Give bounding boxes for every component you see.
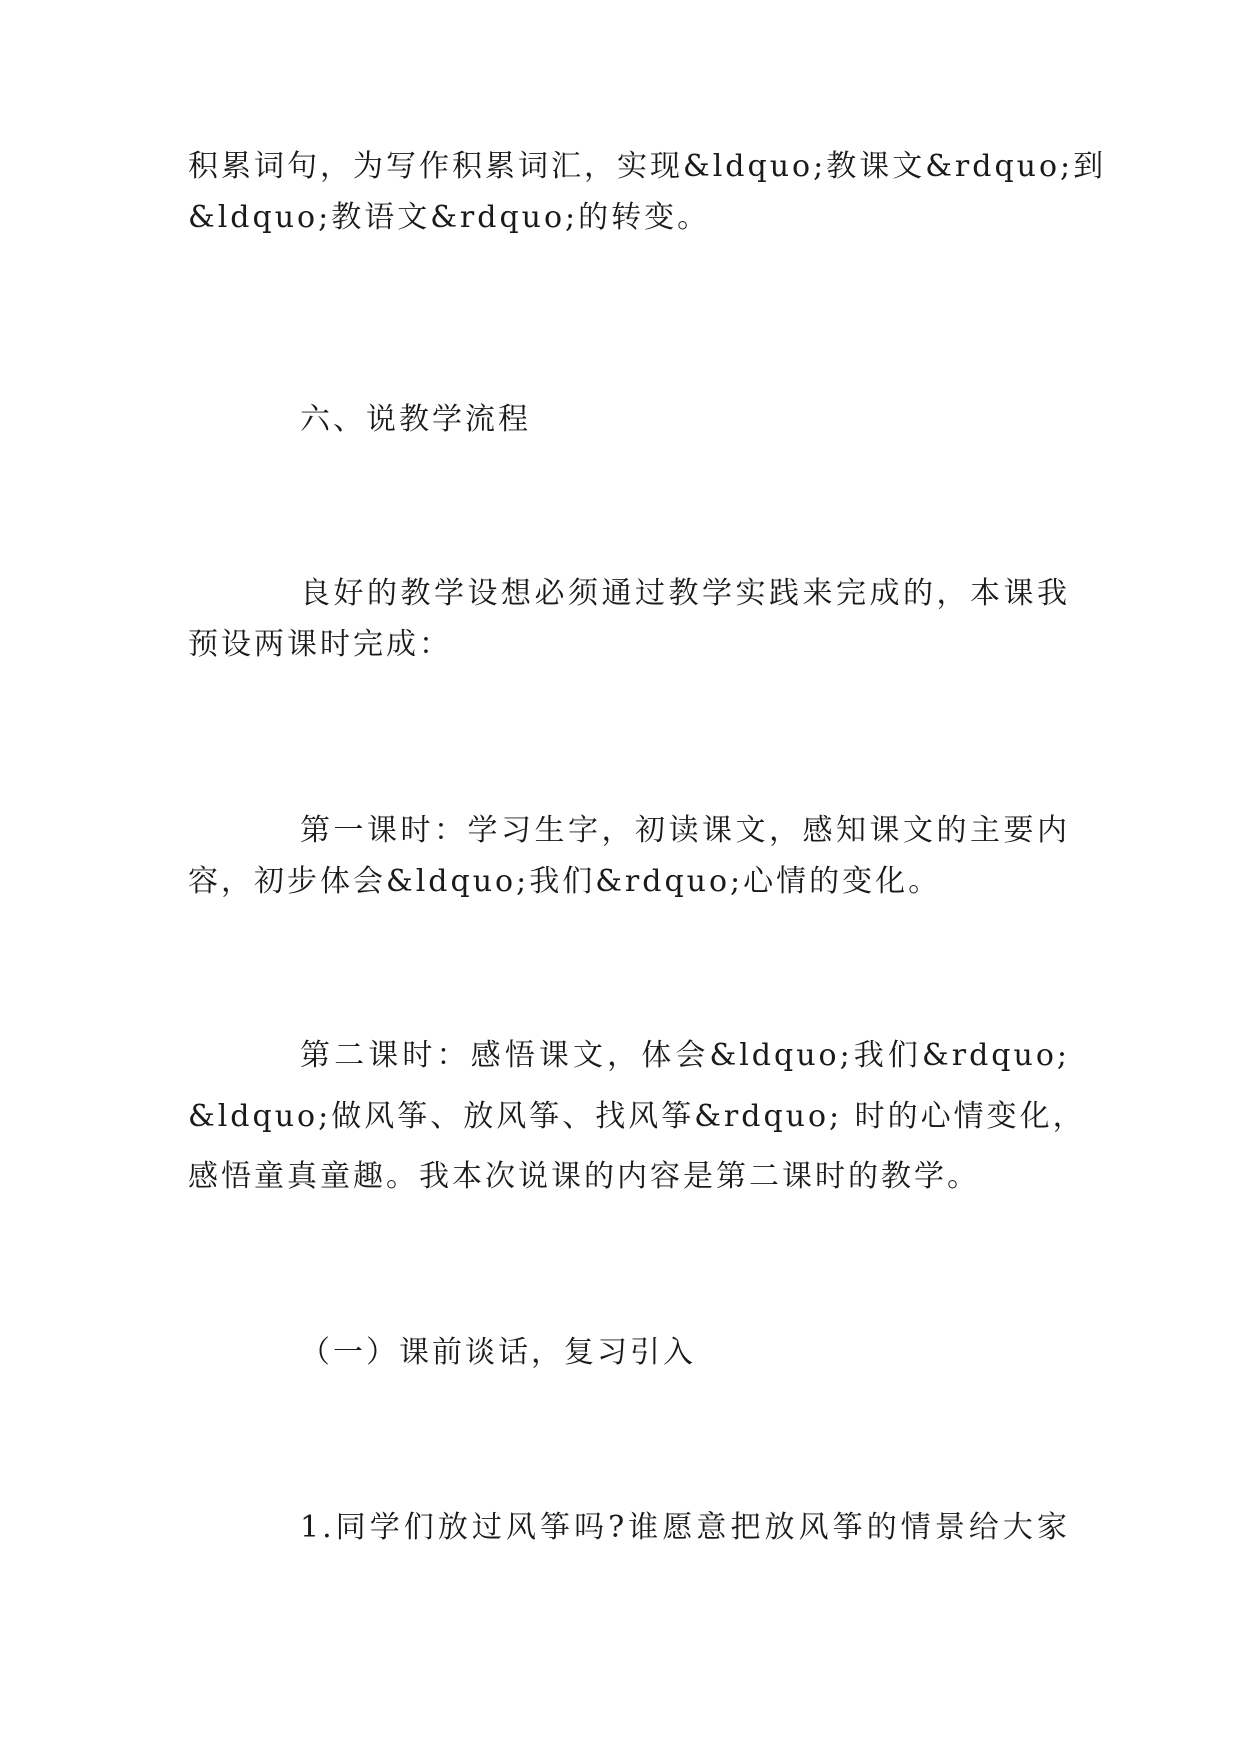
paragraph-4-line-2: &ldquo;做风筝、放风筝、找风筝&rdquo; 时的心情变化， bbox=[188, 1099, 1086, 1134]
paragraph-1-line-2: &ldquo;教语文&rdquo;的转变。 bbox=[188, 200, 711, 235]
paragraph-4-line-1: 第二课时：感悟课文，体会&ldquo;我们&rdquo; bbox=[300, 1038, 1070, 1073]
subheading-1: （一）课前谈话，复习引入 bbox=[300, 1335, 696, 1370]
paragraph-2-line-1: 良好的教学设想必须通过教学实践来完成的，本课我 bbox=[300, 576, 1070, 611]
paragraph-4-line-3: 感悟童真童趣。我本次说课的内容是第二课时的教学。 bbox=[188, 1159, 980, 1194]
paragraph-3-line-2: 容，初步体会&ldquo;我们&rdquo;心情的变化。 bbox=[188, 864, 942, 899]
section-heading-6: 六、说教学流程 bbox=[300, 402, 531, 437]
paragraph-2-line-2: 预设两课时完成： bbox=[188, 627, 452, 662]
paragraph-1-line-1: 积累词句，为写作积累词汇，实现&ldquo;教课文&rdquo;到 bbox=[188, 149, 1107, 184]
paragraph-3-line-1: 第一课时：学习生字，初读课文，感知课文的主要内 bbox=[300, 813, 1070, 848]
paragraph-5-line-1: 1.同学们放过风筝吗?谁愿意把放风筝的情景给大家 bbox=[300, 1510, 1070, 1545]
